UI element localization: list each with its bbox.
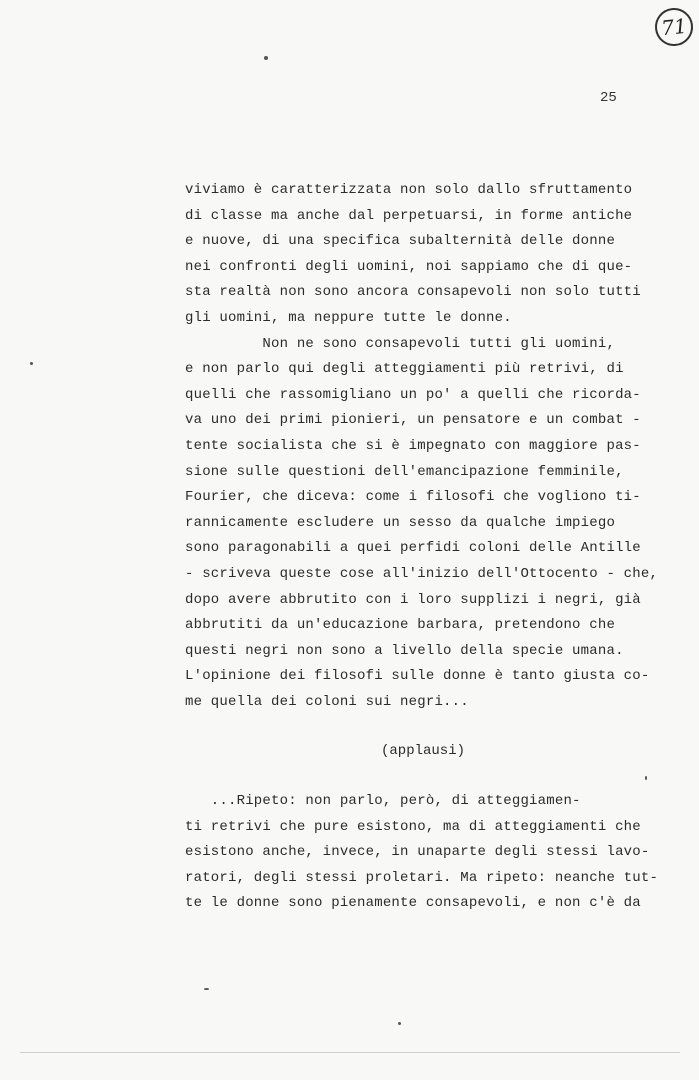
scan-speck: [30, 362, 33, 365]
text-line: rannicamente escludere un sesso da qualche impiego: [185, 514, 616, 531]
page-number: 25: [600, 90, 617, 106]
paragraph-block-1: [185, 178, 659, 715]
text-line: ti retrivi che pure esistono, ma di atteggiamenti che: [185, 818, 641, 835]
text-line: e non parlo qui degli atteggiamenti più retrivi, di: [185, 361, 624, 378]
text-line: questi negri non sono a livello della specie umana.: [185, 642, 624, 659]
text-line: sione sulle questioni dell'emancipazione femminile,: [185, 463, 624, 480]
text-line: sono paragonabili a quei perfidi coloni delle Antille: [185, 540, 641, 557]
text-line: Fourier, che diceva: come i filosofi che vogliono ti-: [185, 489, 641, 506]
text-line: te le donne sono pienamente consapevoli, e non c'è da: [185, 895, 641, 912]
text-line: sta realtà non sono ancora consapevoli non solo tutti: [185, 284, 641, 301]
text-line: nei confronti degli uomini, noi sappiamo che di que-: [185, 258, 633, 275]
text-line: va uno dei primi pionieri, un pensatore e un combat -: [185, 412, 641, 429]
text-line: ...Ripeto: non parlo, però, di atteggiamen-: [185, 793, 581, 810]
text-line: viviamo è caratterizzata non solo dallo sfruttamento: [185, 182, 633, 198]
text-line: dopo avere abbrutito con i loro supplizi i negri, già: [185, 591, 641, 608]
text-line: tente socialista che si è impegnato con maggiore pas-: [185, 437, 641, 454]
text-line: me quella dei coloni sui negri...: [185, 693, 469, 710]
scan-speck: [645, 776, 647, 780]
text-line: gli uomini, ma neppure tutte le donne.: [185, 309, 512, 326]
text-line: di classe ma anche dal perpetuarsi, in forme antiche: [185, 207, 633, 224]
scan-speck: [398, 1022, 401, 1025]
scan-speck: [204, 988, 209, 990]
text-line: esistono anche, invece, in unaparte degli stessi lavo-: [185, 844, 650, 861]
text-line: L'opinione dei filosofi sulle donne è tanto giusta co-: [185, 668, 650, 685]
scan-edge-line: [20, 1052, 680, 1053]
text-line: quelli che rassomigliano un po' a quelli che ricorda-: [185, 386, 641, 403]
text-line: - scriveva queste cose all'inizio dell'Ottocento - che,: [185, 565, 659, 582]
archive-page-mark: 71: [653, 6, 695, 48]
applause-note: (applausi): [381, 743, 466, 760]
text-line: ratori, degli stessi proletari. Ma ripeto: neanche tut-: [185, 869, 659, 886]
typed-body-text: [185, 178, 659, 917]
scan-speck: [264, 56, 268, 60]
paragraph-block-2: [185, 789, 659, 917]
text-line: e nuove, di una specifica subalternità delle donne: [185, 233, 616, 250]
text-line: Non ne sono consapevoli tutti gli uomini,: [185, 335, 616, 352]
text-line: abbrutiti da un'educazione barbara, pretendono che: [185, 617, 616, 634]
